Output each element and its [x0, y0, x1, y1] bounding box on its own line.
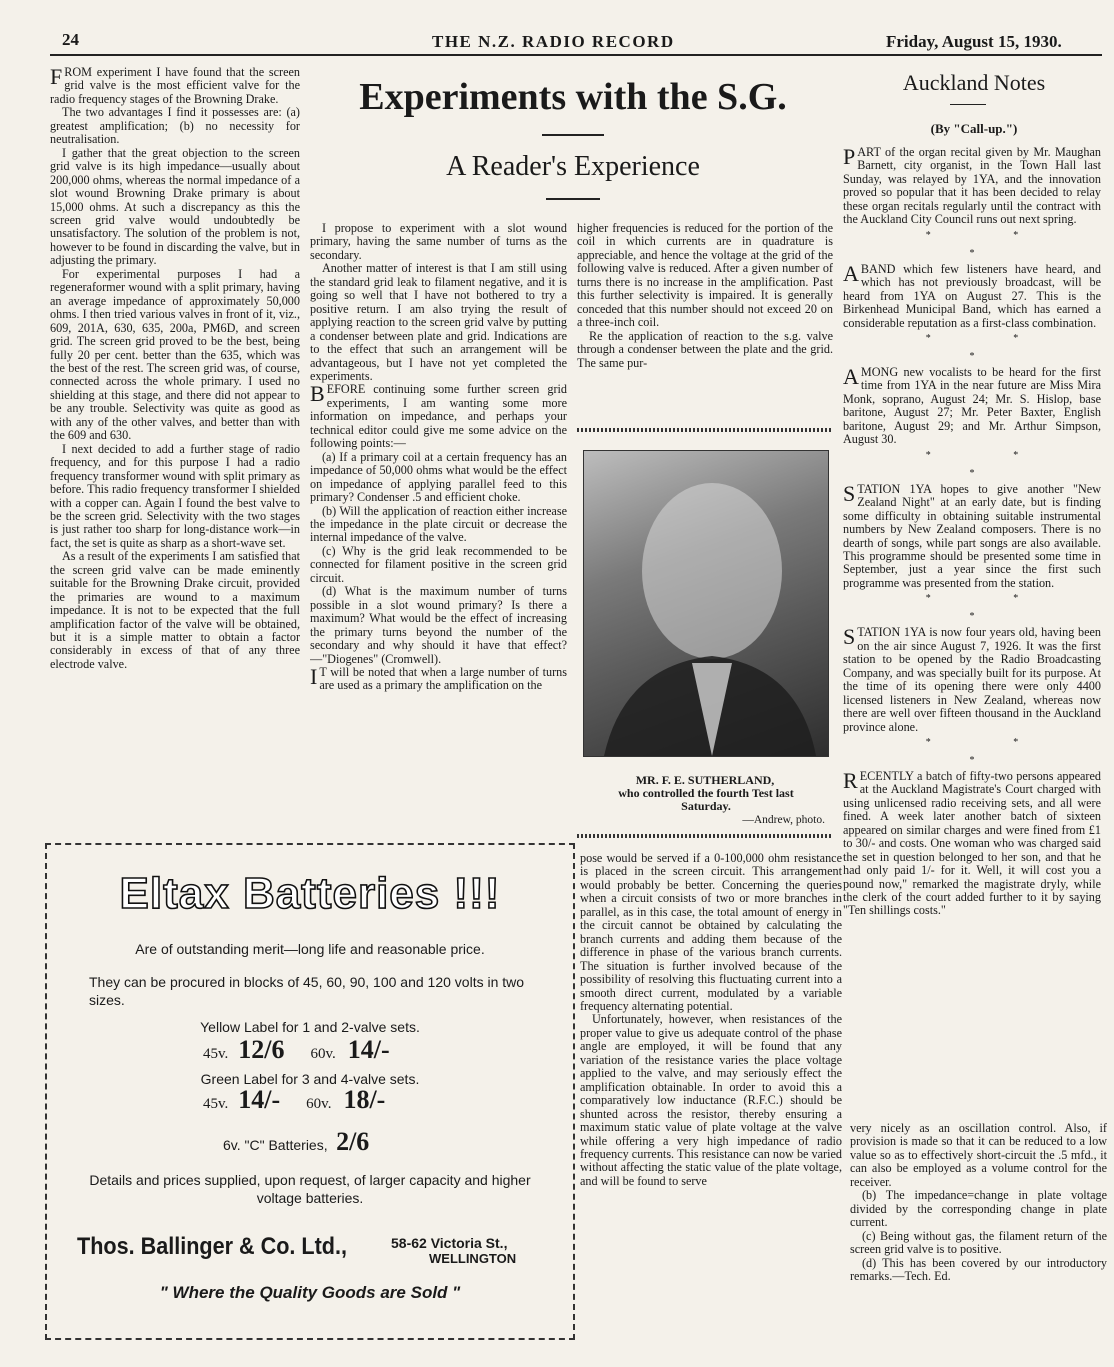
- ad-headline: Eltax Batteries !!!: [119, 869, 501, 918]
- ad-green-volt-1: 45v.: [203, 1096, 229, 1112]
- paragraph: [843, 767, 1101, 918]
- auckland-rule: [950, 104, 986, 105]
- paragraph: [843, 260, 1101, 330]
- paragraph: [310, 585, 567, 666]
- paragraph-text: (b) The impedance=change in plate voltage divided by the corresponding change in plate current.: [850, 1188, 1107, 1230]
- paragraph-text: (d) This has been covered by our introductory remarks.—Tech. Ed.: [850, 1255, 1107, 1283]
- publication-name: THE N.Z. RADIO RECORD: [432, 32, 675, 51]
- paragraph: [50, 550, 300, 671]
- paragraph-text: EFORE continuing some further screen grid experiments, I am wanting some more information on impedance, and perhaps your technical editor could give me some advice on the following points:—: [310, 382, 567, 451]
- auckland-notes-column: [843, 146, 1101, 1110]
- article-column-3-bottom: [580, 852, 842, 1352]
- title-rule: [542, 134, 604, 136]
- drop-cap: A: [843, 260, 859, 286]
- section-divider-stars: * * *: [925, 332, 1059, 362]
- paragraph: [310, 262, 567, 383]
- ad-address-2: WELLINGTON: [429, 1251, 517, 1266]
- paragraph-text: I propose to experiment with a slot wound primary, having the same number of turns as the secondary.: [310, 222, 567, 262]
- paragraph: [577, 222, 833, 330]
- paragraph-text: (d) What is the maximum number of turns possible in a slot wound primary? Is there a maximum? What would be the effect of increasing the primary turns beyond the number of the secondary and why should it have that effect?—"Diogenes" (Cromwell).: [310, 584, 567, 666]
- ad-line-2: They can be procured in blocks of 45, 60, 90, 100 and 120 volts in two sizes.: [89, 974, 525, 1008]
- ad-yellow-label: Yellow Label for 1 and 2-valve sets.: [200, 1019, 420, 1035]
- eltax-advertisement: [45, 843, 575, 1340]
- paragraph: [50, 443, 300, 551]
- caption-text: who controlled the fourth Test last Saturday.: [618, 786, 794, 813]
- paragraph-text: higher frequencies is reduced for the portion of the coil in which currents are in quadrature is appreciable, and hence the voltage at the grid of the following valve is reduced. After a given number of turns there is no increase in the amplification. Past this further selectivity is impaired. It is generally conceded that this number should not exceed 20 on a three-inch coil.: [577, 222, 833, 330]
- article-column-2: [310, 222, 567, 836]
- ad-details: Details and prices supplied, upon request, of larger capacity and higher voltage batteries.: [89, 1172, 531, 1206]
- paragraph: [310, 383, 567, 450]
- ad-yellow-volt-1: 45v.: [203, 1046, 229, 1062]
- paragraph: [850, 1122, 1107, 1189]
- drop-cap: P: [843, 146, 856, 169]
- ad-green-price-2: 18/-: [343, 1085, 386, 1114]
- paragraph: [843, 480, 1101, 591]
- photo-top-border: [577, 428, 833, 432]
- paragraph-text: Re the application of reaction to the s.g. valve through a condenser between the plate and the grid. The same pur-: [577, 328, 833, 370]
- paragraph-text: BAND which few listeners have heard, and which has not previously broadcast, will be heard from 1YA on August 27. This is the Birkenhead Municipal Band, which has earned a considerable reputation as a first-class combination.: [843, 261, 1101, 330]
- auckland-notes-title: Auckland Notes: [902, 70, 1046, 95]
- paragraph-text: (c) Being without gas, the filament return of the screen grid valve is to positive.: [850, 1228, 1107, 1257]
- ad-green-label: Green Label for 3 and 4-valve sets.: [200, 1071, 420, 1087]
- paragraph: [310, 505, 567, 545]
- paragraph-text: (a) If a primary coil at a certain frequency has an impedance of 50,000 ohms what would be the effect on impedance of applying parallel feed to this primary? Condenser .5 and efficient choke.: [310, 449, 567, 505]
- paragraph: [50, 268, 300, 443]
- ad-green-volt-2: 60v.: [306, 1096, 332, 1112]
- paragraph: [50, 66, 300, 106]
- ad-green-prices: [203, 1085, 385, 1115]
- ad-c-label: 6v. "C" Batteries,: [223, 1137, 328, 1153]
- paragraph: [850, 1189, 1107, 1229]
- drop-cap: S: [843, 480, 856, 506]
- paragraph: [580, 1013, 842, 1188]
- paragraph: [50, 147, 300, 268]
- section-divider-stars: * * *: [925, 736, 1059, 766]
- section-divider-stars: * * *: [925, 229, 1059, 259]
- article-subtitle: A Reader's Experience: [446, 151, 700, 182]
- paragraph: [50, 106, 300, 146]
- ad-yellow-price-2: 14/-: [347, 1035, 390, 1064]
- ad-yellow-prices: [203, 1035, 390, 1065]
- paragraph: [310, 451, 567, 505]
- subtitle-rule: [546, 198, 600, 200]
- paragraph-text: For experimental purposes I had a regeneraformer wound with a split primary, having an average impedance of approximately 50,000 ohms. I then tried various valves in front of it, viz., 609, 201A, 630, 635, 200a, PM6D, and screen grid. The screen grid proved to be the best, being fully 20 per cent. better than the 635, which was the best of the rest. The screen grid was, of course, connected across the whole primary. I used no shielding at this stage, and there did not appear to be any trouble. Selectivity was quite as good as with any of the other valves, and better than with the 609 and 630.: [50, 266, 300, 443]
- paragraph: [310, 545, 567, 585]
- ad-line-1: Are of outstanding merit—long life and reasonable price.: [135, 941, 485, 957]
- paragraph: [843, 146, 1101, 227]
- issue-date: Friday, August 15, 1930.: [886, 32, 1062, 51]
- photo-bottom-border: [577, 834, 833, 838]
- ad-company: Thos. Ballinger & Co. Ltd.,: [77, 1233, 347, 1260]
- paragraph-text: ECENTLY a batch of fifty-two persons appeared at the Auckland Magistrate's Court charged with using unlicensed radio receiving sets, and all were fined. A week later another batch of sixteen appeared on similar charges and were fined from £1 to 30/- and costs. One woman who was charged said the set in question belonged to her son, and that he had only paid 1/- for it. Well, it will cost you a pound now," remarked the magistrate dryly, while the clerk of the court added further to it by saying "Ten shillings costs.": [843, 768, 1101, 918]
- ad-yellow-price-1: 12/6: [238, 1035, 285, 1064]
- paragraph-text: The two advantages I find it possesses are: (a) greatest amplification; (b) no necessity for neutralisation.: [50, 105, 300, 147]
- article-column-3-top: [577, 222, 833, 418]
- paragraph: [843, 626, 1101, 734]
- caption-name: MR. F. E. SUTHERLAND,: [635, 773, 775, 787]
- paragraph: [843, 363, 1101, 447]
- photo-credit: —Andrew, photo.: [742, 814, 825, 826]
- paragraph: [310, 222, 567, 262]
- article-column-1: [50, 66, 300, 836]
- ad-c-batteries: [223, 1127, 369, 1157]
- drop-cap: A: [843, 363, 859, 389]
- paragraph: [580, 852, 842, 1013]
- paragraph-text: I gather that the great objection to the screen grid valve is its high impedance—usually about 200,000 ohms, whereas the normal impedance of a slot wound Browning Drake primary is about 15,000 ohms. At such a discrepancy as this the screen grid valve would undoubtedly be unsatisfactory. The solution of the problem is not, however to be found in discarding the valve, but in adjusting the primary.: [50, 145, 300, 268]
- paragraph: [850, 1257, 1107, 1284]
- paragraph-text: (c) Why is the grid leak recommended to be connected for filament positive in the screen grid circuit.: [310, 543, 567, 585]
- section-divider-stars: * * *: [925, 449, 1059, 479]
- ad-c-price: 2/6: [336, 1127, 370, 1156]
- portrait-silhouette: [584, 451, 828, 756]
- paragraph-text: As a result of the experiments I am satisfied that the screen grid valve can be made eminently suitable for the Browning Drake circuit, provided the primaries are wound to a maximum impedance. It is not to be expected that the full amplification factor of the valve will be obtained, but it is a simple matter to obtain a factor considerably in excess of that of any three electrode valve.: [50, 549, 300, 671]
- drop-cap: F: [50, 66, 63, 89]
- header-rule: [50, 54, 1102, 56]
- paragraph-text: T will be noted that when a large number of turns are used as a primary the amplification on the: [319, 664, 567, 693]
- ad-address-1: 58-62 Victoria St.,: [391, 1235, 508, 1251]
- ad-green-price-1: 14/-: [238, 1085, 281, 1114]
- paragraph-text: Unfortunately, however, when resistances of the proper value to give us adequate control of the phase angle are employed, it will be found that any variation of the resistance varies the place voltage applied to the valve, and may seriously effect the amplification obtainable. In order to avoid this a comparatively low inductance (R.F.C.) should be shunted across the resistor, thereby ensuring a maximum static value of plate voltage at the valve while offering a very high impedance of radio frequency currents. This resistance can now be varied without affecting the static value of the plate voltage, and will be found to serve: [580, 1012, 842, 1188]
- paragraph-text: I next decided to add a further stage of radio frequency, and for this purpose I had a radio frequency transformer wound with split primary as before. This radio frequency transformer I shielded with a copper can. Again I found the best valve to be the screen grid. Selectivity with the two stages is just rather too sharp for long-distance work—in fact, the set is quite as sharp as a short-wave set.: [50, 441, 300, 550]
- article-column-4-bottom: [850, 1122, 1107, 1352]
- paragraph-text: (b) Will the application of reaction either increase the impedance in the plate circuit or decrease the internal impedance of the valve.: [310, 503, 567, 545]
- ad-yellow-volt-2: 60v.: [310, 1046, 336, 1062]
- paragraph-text: MONG new vocalists to be heard for the first time from 1YA in the near future are Miss Mira Monk, soprano, August 24; Mr. S. Hislop, base baritone, August 27; Mr. Peter Baxter, English baritone, August 29; and Mr. Arthur Simpson, August 30.: [843, 364, 1101, 447]
- portrait-photo: [583, 450, 829, 757]
- section-divider-stars: * * *: [925, 593, 1059, 623]
- paragraph-text: TATION 1YA is now four years old, having been on the air since August 7, 1926. It was the first station to be opened by the Radio Broadcasting Company, and was specially built for its purpose. At the time of its opening there were only 4400 licensed listeners in New Zealand, whereas now there are well over fifteen thousand in the Auckland province alone.: [843, 625, 1101, 734]
- drop-cap: B: [310, 381, 325, 407]
- page-number: 24: [62, 30, 79, 49]
- paragraph-text: Another matter of interest is that I am still using the standard grid leak to filament negative, and it is going so well that I have not bothered to try a positive return. I am also trying the result of applying reaction to the screen grid valve by putting a condenser between plate and grid. Indications are to the effect that such an arrangement will be advantageous, but I have not yet completed the experiments.: [310, 261, 567, 383]
- drop-cap: R: [843, 767, 858, 793]
- drop-cap: I: [310, 663, 318, 689]
- paragraph-text: very nicely as an oscillation control. Also, if provision is made so that it can be reduced to a low value so as to effectively short-circuit the .5 mfd., it can also be employed as a volume control for the receiver.: [850, 1122, 1107, 1189]
- paragraph: [310, 663, 567, 693]
- paragraph-text: ART of the organ recital given by Mr. Maughan Barnett, city organist, in the Town Hall last Sunday, was relayed by 1YA, and the innovation proved so popular that it has been decided to relay these organ recitals regularly until the contract with the Auckland City Council runs out next spring.: [843, 146, 1101, 227]
- article-title: Experiments with the S.G.: [359, 76, 787, 118]
- ad-slogan: " Where the Quality Goods are Sold ": [159, 1283, 461, 1302]
- paragraph-text: ROM experiment I have found that the screen grid valve is the most efficient valve for the radio frequency stages of the Browning Drake.: [50, 66, 300, 106]
- auckland-byline: (By "Call-up."): [930, 121, 1018, 136]
- paragraph-text: pose would be served if a 0-100,000 ohm resistance is placed in the screen circuit. This arrangement would probably be better. Concerning the queries when a circuit consists of two or more branches in parallel, as in this case, the total amount of energy in the circuit cannot be obtained by calculating the branch currents and adding them because of the difference in phase of the various branch currents. The situation is further involved because of the possibility of resolving this fluctuating current into a smooth direct current, modulated by a variable frequency alternating potential.: [580, 852, 842, 1013]
- drop-cap: S: [843, 624, 856, 650]
- paragraph-text: TATION 1YA hopes to give another "New Zealand Night" at an early date, but is finding some difficulty in obtaining suitable instrumental numbers by New Zealand composers. There is no dearth of songs, while part songs are also available. This programme should be presented some time in September, just a year since the first such programme was presented from the station.: [843, 481, 1101, 590]
- paragraph: [577, 330, 833, 370]
- paragraph: [850, 1230, 1107, 1257]
